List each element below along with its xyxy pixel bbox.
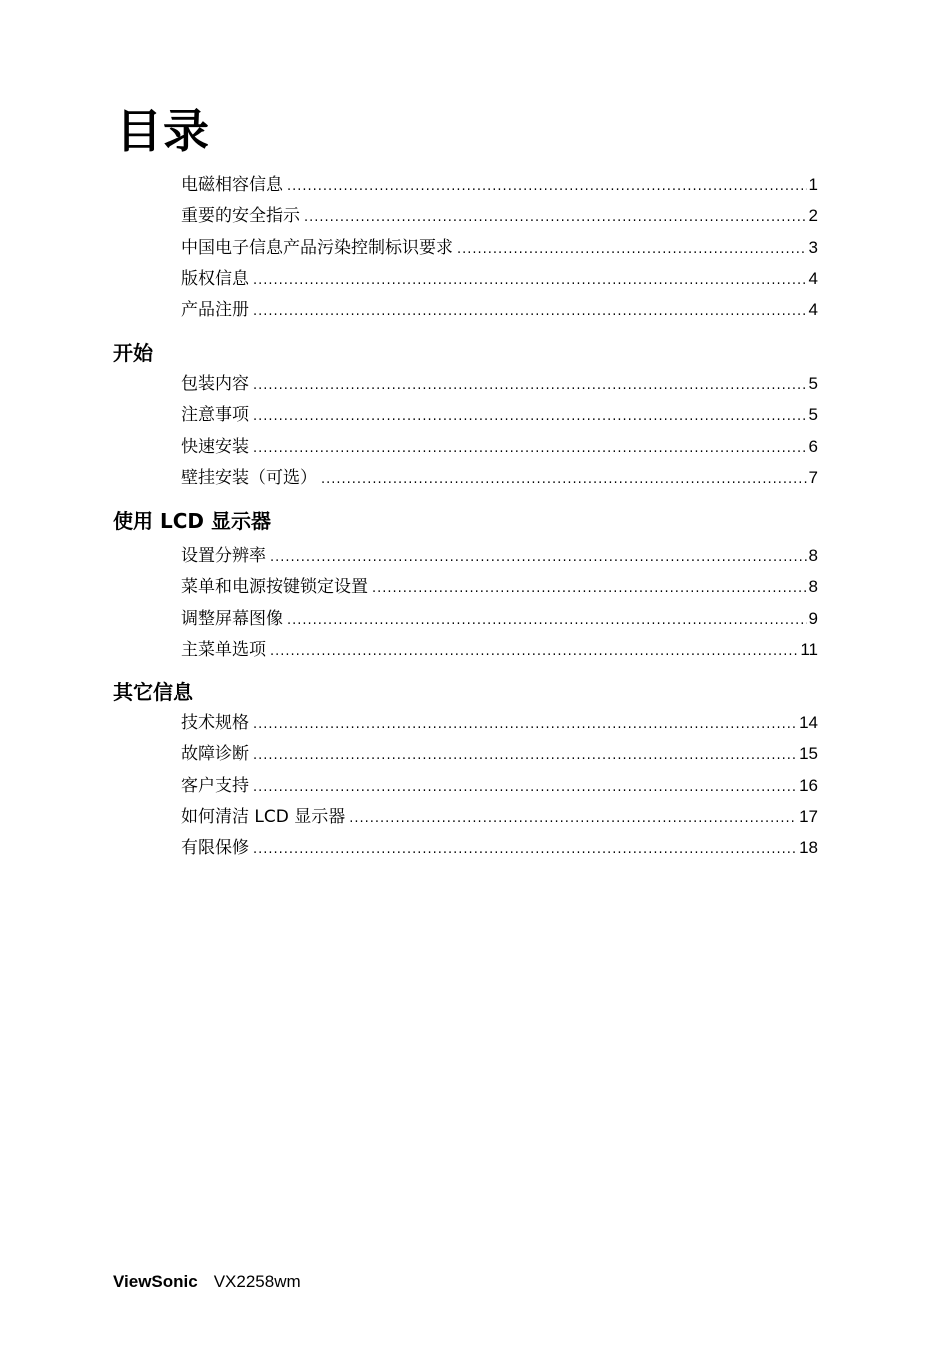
toc-page-number: 5 (808, 374, 818, 393)
toc-page-number: 15 (799, 744, 818, 764)
toc-entry-title: 调整屏幕图像 (181, 608, 283, 629)
toc-page-number: 18 (799, 838, 818, 858)
toc-entry-troubleshooting[interactable] (181, 738, 818, 769)
toc-entry-title: 技术规格 (181, 713, 249, 733)
page-footer (113, 1271, 301, 1293)
toc-entry-quick-install[interactable] (181, 431, 818, 462)
dot-leader (457, 234, 807, 265)
footer-brand: ViewSonic (113, 1272, 198, 1291)
section-heading-using-lcd: 使用 LCD 显示器 (113, 509, 271, 533)
toc-entry-title: 注意事项 (181, 405, 249, 426)
dot-leader (349, 803, 797, 834)
toc-page-number: 11 (800, 639, 818, 659)
section-heading-getting-started: 开始 (113, 341, 153, 365)
toc-entry-registration[interactable] (181, 294, 818, 325)
dot-leader (372, 573, 807, 604)
dot-leader (270, 542, 807, 573)
dot-leader (321, 464, 807, 495)
dot-leader (253, 709, 797, 740)
footer-model: VX2258wm (213, 1272, 301, 1291)
toc-page-number: 16 (799, 775, 818, 795)
toc-entry-cleaning[interactable] (181, 801, 818, 832)
dot-leader (253, 296, 807, 327)
toc-page-number: 4 (808, 268, 818, 288)
toc-page-number: 14 (799, 713, 818, 732)
toc-entry-title: 故障诊断 (181, 744, 249, 765)
toc-entry-title: 重要的安全指示 (181, 206, 300, 227)
toc-entry-title: 电磁相容信息 (181, 175, 283, 195)
toc-page-number: 9 (808, 608, 818, 628)
toc-entry-precautions[interactable] (181, 399, 818, 430)
dot-leader (253, 370, 807, 401)
toc-page-number: 2 (808, 206, 818, 226)
toc-entry-title: 版权信息 (181, 268, 249, 289)
dot-leader (304, 202, 807, 233)
toc-entry-warranty[interactable] (181, 832, 818, 863)
dot-leader (253, 740, 797, 771)
toc-entry-title: 快速安装 (181, 436, 249, 457)
toc-entry-safety[interactable] (181, 200, 818, 231)
toc-entry-title: 主菜单选项 (181, 639, 266, 660)
toc-page-number: 17 (799, 806, 818, 826)
toc-getting-started-list (181, 368, 818, 493)
toc-page-number: 8 (808, 577, 818, 597)
toc-entry-main-menu[interactable] (181, 634, 818, 665)
toc-entry-title: 菜单和电源按键锁定设置 (181, 577, 368, 598)
toc-page-number: 5 (808, 405, 818, 425)
dot-leader (253, 834, 797, 865)
toc-entry-adjust-image[interactable] (181, 603, 818, 634)
section-heading-other-info: 其它信息 (113, 680, 193, 704)
toc-entry-title: 客户支持 (181, 775, 249, 796)
toc-page-number: 6 (808, 436, 818, 456)
toc-page-number: 3 (808, 237, 818, 257)
toc-entry-copyright[interactable] (181, 263, 818, 294)
toc-entry-title: 中国电子信息产品污染控制标识要求 (181, 237, 453, 258)
toc-entry-title: 包装内容 (181, 374, 249, 394)
toc-entry-title: 产品注册 (181, 300, 249, 321)
toc-entry-wall-mount[interactable] (181, 462, 818, 493)
toc-front-list (181, 169, 818, 325)
toc-entry-pollution-control[interactable] (181, 232, 818, 263)
dot-leader (287, 605, 807, 636)
toc-other-info-list (181, 707, 818, 863)
toc-entry-title: 如何清洁 LCD 显示器 (181, 806, 346, 827)
toc-page-number: 1 (808, 175, 818, 194)
dot-leader (287, 171, 807, 202)
toc-entry-emc-info[interactable] (181, 169, 818, 200)
toc-entry-package-contents[interactable] (181, 368, 818, 399)
dot-leader (253, 772, 797, 803)
toc-page-number: 7 (808, 467, 818, 487)
toc-entry-customer-support[interactable] (181, 770, 818, 801)
toc-using-lcd-list (181, 540, 818, 665)
toc-entry-title: 设置分辨率 (181, 546, 266, 566)
dot-leader (253, 401, 807, 432)
toc-entry-resolution[interactable] (181, 540, 818, 571)
toc-entry-button-lock[interactable] (181, 571, 818, 602)
dot-leader (253, 265, 807, 296)
toc-page-number: 4 (808, 300, 818, 320)
toc-entry-title: 壁挂安装（可选） (181, 467, 317, 488)
toc-page-number: 8 (808, 546, 818, 565)
page-title: 目录 (116, 104, 210, 158)
dot-leader (253, 433, 807, 464)
toc-entry-specifications[interactable] (181, 707, 818, 738)
toc-entry-title: 有限保修 (181, 838, 249, 859)
dot-leader (270, 636, 798, 667)
